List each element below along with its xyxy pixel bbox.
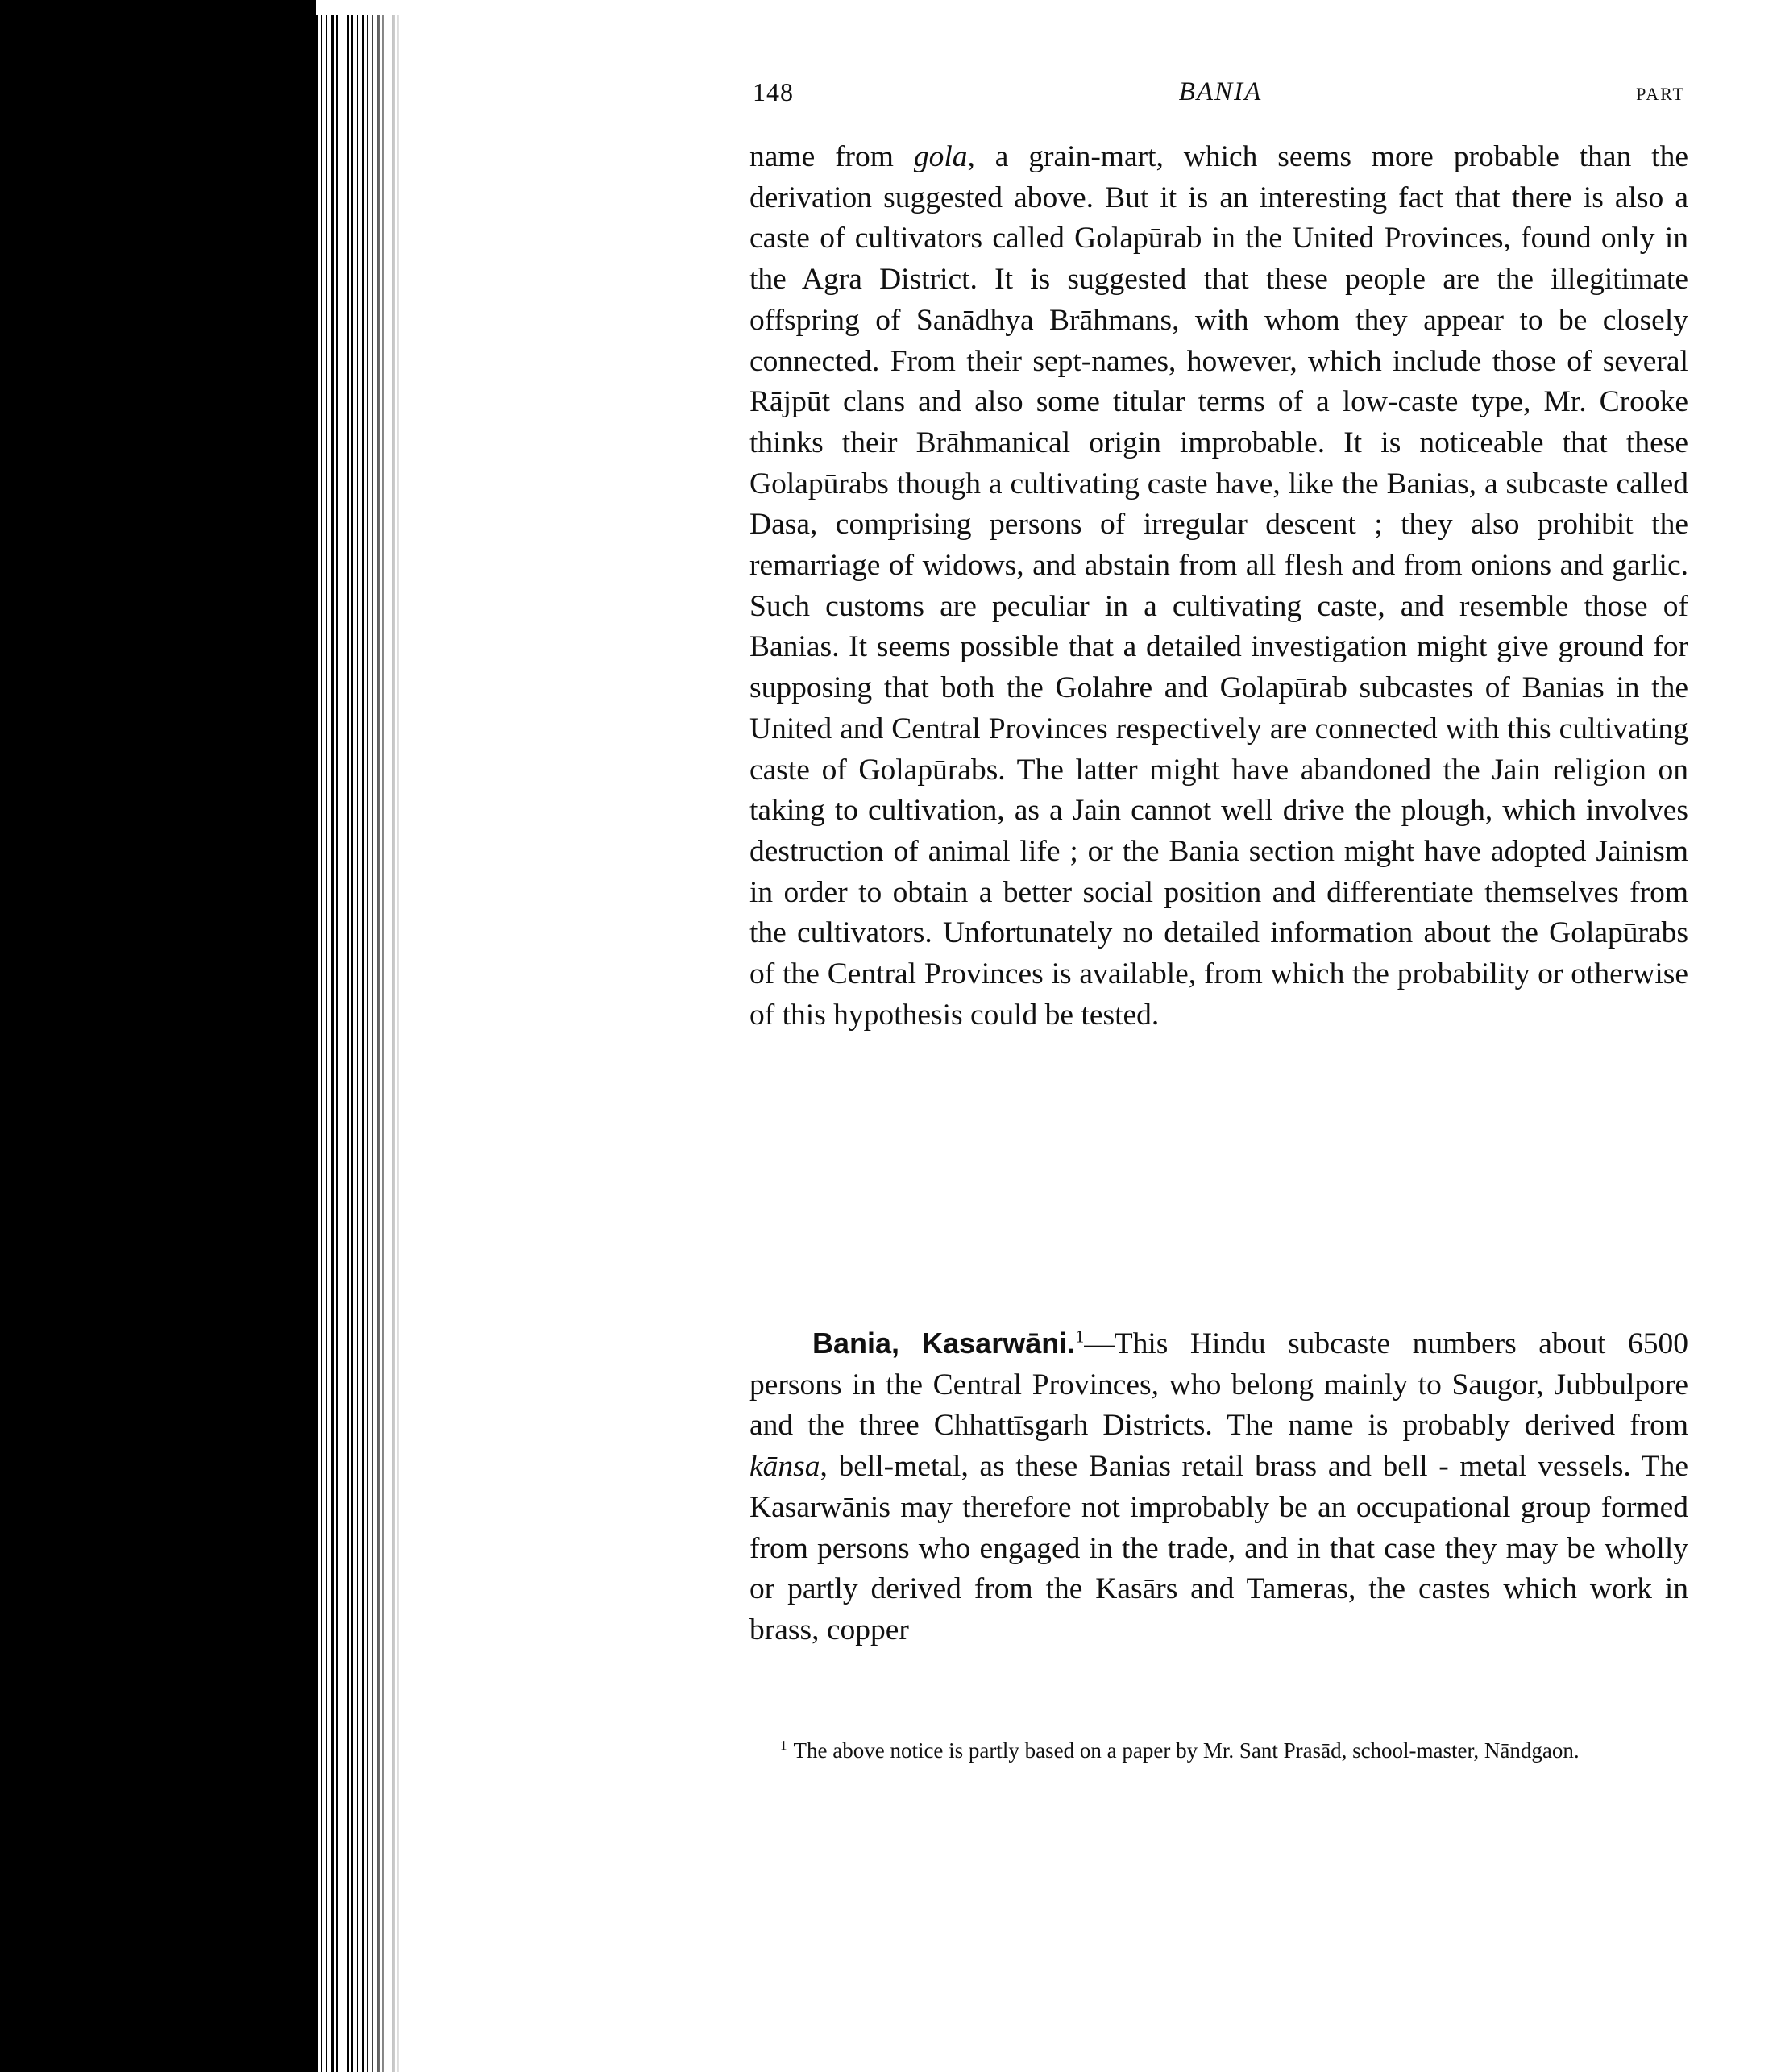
paragraph-golapurab <box>749 137 1688 1036</box>
text-run: name from <box>749 140 914 173</box>
footnote-text: The above notice is partly based on a paper by Mr. Sant Prasād, school-master, Nāndgaon. <box>793 1738 1580 1763</box>
text-run: , a grain-mart, which seems more probable than the derivation suggested above. But it is an interesting fact that there is also a caste of cultivators called Golapūrab in the United Provinces, found only in the Agra District. It is suggested that these people are the illegitimate offspring of Sanādhya Brāhmans, with whom they appear to be closely connected. From their sept-names, however, which include those of several Rājpūt clans and also some titular terms of a low-caste type, Mr. Crooke thinks their Brāhmanical origin improbable. It is noticeable that these Golapūrabs though a cultivating caste have, like the Banias, a subcaste called Dasa, comprising persons of irregular descent ; they also prohibit the remarriage of widows, and abstain from all flesh and from onions and garlic. Such customs are peculiar in a cultivating caste, and resemble those of Banias. It seems possible that a detailed investigation might give ground for supposing that both the Golahre and Golapūrab subcastes of Banias in the United and Central Provinces respectively are connected with this cultivating caste of Golapūrabs. The latter might have abandoned the Jain religion on taking to cultivation, as a Jain cannot well drive the plough, which involves destruction of animal life ; or the Bania section might have adopted Jainism in order to obtain a better social position and differentiate themselves from the cultivators. Unfortunately no detailed information about the Golapūrabs of the Central Provinces is available, from which the probability or otherwise of this hypothesis could be tested. <box>749 140 1688 1032</box>
running-title: BANIA <box>1178 77 1263 106</box>
page-number: 148 <box>753 77 794 106</box>
footnote-number: 1 <box>780 1738 787 1753</box>
text-run: —This Hindu subcaste numbers about 6500 persons in the Central Provinces, who belong mainly to Saugor, Jubbulpore and the three Chhattīsgarh Districts. The name is probably derived from <box>749 1327 1688 1443</box>
page-edges <box>316 15 403 2072</box>
paragraph-kasarwani <box>749 1323 1688 1651</box>
footnote-reference: 1 <box>1075 1326 1085 1347</box>
gutter-shadow <box>0 0 316 2072</box>
running-head <box>753 77 1688 119</box>
part-label: PART <box>1636 84 1685 104</box>
footnote <box>749 1737 1688 1764</box>
section-heading: Bania, Kasarwāni. <box>812 1327 1076 1360</box>
italic-term-kansa: kānsa <box>749 1450 820 1484</box>
book-gutter-scan <box>0 0 403 2072</box>
text-run: , bell-metal, as these Banias retail brass and bell - metal vessels. The Kasarwānis may therefore not improbably be an occupational group formed from persons who engaged in the trade, and in that case they may be wholly or partly derived from the Kasārs and Tameras, the castes which work in brass, copper <box>749 1450 1688 1646</box>
italic-term-gola: gola <box>913 140 968 173</box>
